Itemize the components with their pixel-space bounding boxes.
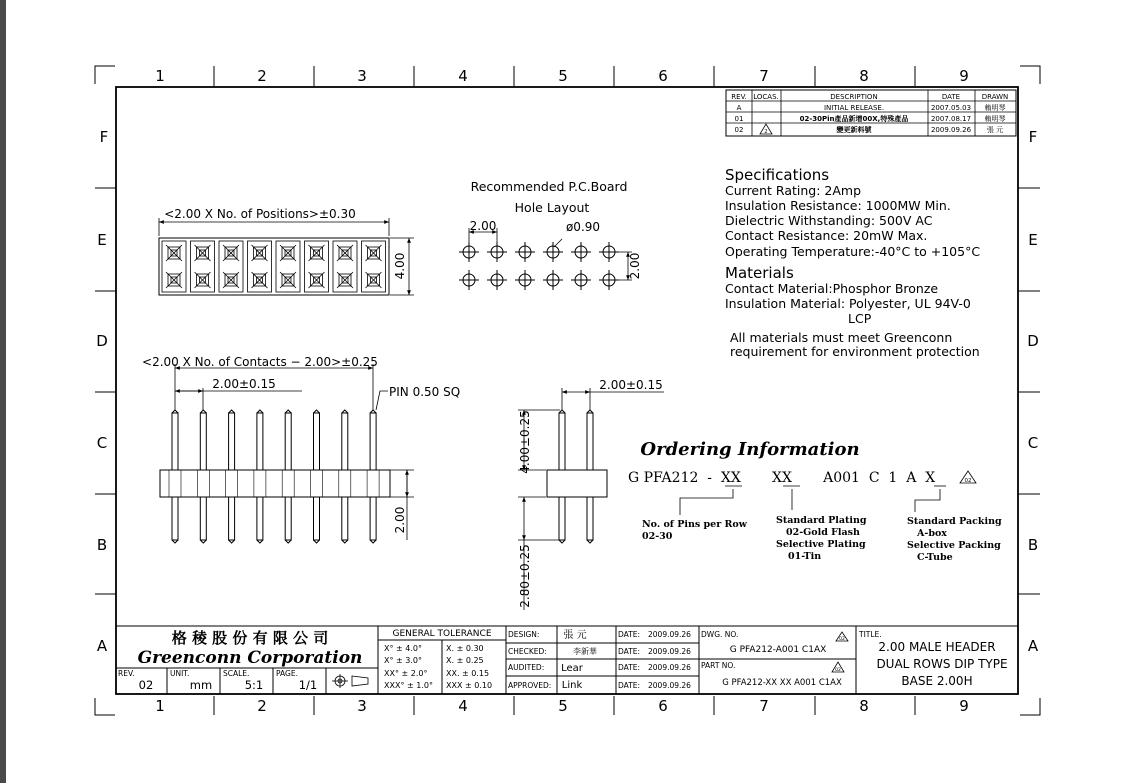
dwg-value: G PFA212-A001 C1AX: [729, 645, 827, 655]
specifications-block: [725, 166, 980, 359]
front-dim-right: 2.00: [393, 506, 407, 534]
front-pin-lower: [257, 497, 263, 540]
zone-letter: C: [1027, 434, 1039, 452]
side-dim-top: 4.00±0.25: [518, 410, 532, 474]
zone-num: 6: [658, 67, 668, 85]
front-dim-total: <2.00 X No. of Contacts − 2.00>±0.25: [142, 355, 378, 369]
front-pin-upper: [200, 413, 206, 470]
rev-cell: 賴明琴: [984, 115, 1006, 123]
date-label: DATE:: [618, 663, 641, 672]
top-view: [159, 207, 414, 295]
top-view-cell: [248, 241, 272, 292]
front-pin-upper: [172, 413, 178, 470]
zone-num: 9: [959, 67, 969, 85]
material-line: All materials must meet Greenconn: [730, 330, 953, 345]
company-name-en: Greenconn Corporation: [137, 648, 363, 668]
unit-value: mm: [189, 678, 213, 692]
front-view: [142, 355, 460, 543]
zone-letter: D: [96, 332, 108, 350]
rev-header: LOCAS.: [753, 93, 779, 101]
checked-value: 李新華: [573, 647, 597, 656]
front-pin-lower: [200, 497, 206, 540]
approved-label: APPROVED:: [508, 681, 552, 690]
zone-num: 2: [257, 697, 267, 715]
pcb-hole-layout: [459, 179, 642, 290]
design-label: DESIGN:: [508, 630, 540, 639]
rev-label: REV.: [118, 669, 135, 678]
zone-num: 1: [155, 67, 165, 85]
ordering-note-plating: 02-Gold Flash: [786, 527, 860, 538]
top-dim-height: 4.00: [393, 252, 407, 280]
rev-header: REV.: [731, 93, 747, 101]
spec-line: Contact Resistance: 20mW Max.: [725, 228, 928, 243]
top-view-cell: [333, 241, 357, 292]
spec-line: Insulation Resistance: 1000MW Min.: [725, 198, 951, 213]
ordering-note-pins: 02-30: [642, 531, 673, 542]
ordering-note-plating: 01-Tin: [788, 551, 822, 562]
date-value: 2009.09.26: [648, 647, 691, 656]
rev-header: DESCRIPTION: [830, 93, 878, 101]
zone-letter: F: [1028, 128, 1038, 146]
zone-letter: A: [96, 637, 108, 655]
rev-cell: 2007.08.17: [930, 115, 972, 123]
front-pin-upper: [370, 413, 376, 470]
top-view-cell: [219, 241, 243, 292]
date-label: DATE:: [618, 681, 641, 690]
zone-letter: F: [99, 128, 109, 146]
zone-num: 5: [558, 697, 568, 715]
rev-cell: 變更新料號: [836, 126, 872, 134]
ordering-rev-mark: 02: [964, 478, 972, 484]
tolerance-linear: X. ± 0.25: [446, 656, 484, 665]
zone-num: 8: [859, 67, 869, 85]
date-value: 2009.09.26: [648, 630, 691, 639]
tolerance-linear: X. ± 0.30: [446, 644, 484, 653]
spec-line: Current Rating: 2Amp: [725, 183, 862, 198]
title-line: BASE 2.00H: [901, 674, 973, 688]
material-line: Contact Material:Phosphor Bronze: [725, 281, 939, 296]
title-line: DUAL ROWS DIP TYPE: [876, 657, 1008, 671]
front-pin-lower: [285, 497, 291, 540]
front-pin-upper: [314, 413, 320, 470]
pcb-title: Recommended P.C.Board: [470, 179, 628, 194]
date-label: DATE:: [618, 647, 641, 656]
tolerance-angle: XX° ± 2.0°: [384, 669, 428, 678]
rev-cell: 賴明琴: [984, 104, 1006, 112]
side-view: [518, 378, 664, 610]
rev-cell: 01: [734, 115, 744, 123]
front-pin-upper: [229, 413, 235, 470]
tolerance-angle: X° ± 3.0°: [384, 656, 422, 665]
spec-line: Dielectric Withstanding: 500V AC: [725, 213, 933, 228]
zone-letter: A: [1027, 637, 1039, 655]
spec-line: Operating Temperature:-40°C to +105°C: [725, 244, 981, 259]
zone-letter: E: [1028, 231, 1038, 249]
pin-label: PIN 0.50 SQ: [389, 385, 461, 399]
pcb-title: Hole Layout: [514, 200, 590, 215]
front-pin-lower: [314, 497, 320, 540]
rev-value: 02: [138, 678, 154, 692]
ordering-note-packing: Standard Packing: [907, 516, 1002, 527]
front-pin-lower: [172, 497, 178, 540]
top-view-cell: [305, 241, 329, 292]
part-label: PART NO.: [701, 661, 736, 670]
ordering-note-packing: A-box: [917, 528, 947, 539]
rev-header: DRAWN: [981, 93, 1009, 101]
zone-letter: D: [1027, 332, 1039, 350]
zone-num: 4: [458, 67, 468, 85]
zone-num: 7: [759, 67, 769, 85]
zone-letter: B: [1027, 536, 1039, 554]
pcb-dim-row: 2.00: [628, 252, 642, 280]
title-label: TITLE.: [859, 630, 882, 639]
rev-cell: A: [736, 104, 742, 112]
projection-symbol-icon: [332, 674, 368, 688]
zone-num: 2: [257, 67, 267, 85]
ordering-note-packing: C-Tube: [917, 552, 953, 563]
rev-cell: 2007.05.03: [930, 104, 972, 112]
side-dim-pitch: 2.00±0.15: [599, 378, 663, 392]
zone-num: 4: [458, 697, 468, 715]
design-value: 張 元: [563, 630, 587, 641]
part-value: G PFA212-XX XX A001 C1AX: [722, 678, 842, 688]
zone-letter: C: [96, 434, 108, 452]
rev-cell: 02-30Pin產品新增00X,特殊產品: [799, 115, 909, 123]
rev-cell: 張 元: [986, 126, 1004, 134]
audited-value: Lear: [561, 663, 583, 674]
spec-heading: Specifications: [725, 166, 830, 184]
approved-value: Link: [561, 680, 583, 691]
rev-header: DATE: [941, 93, 961, 101]
side-dim-bottom: 2.80±0.25: [518, 544, 532, 608]
material-line: LCP: [848, 311, 872, 326]
zone-letter: B: [96, 536, 108, 554]
date-value: 2009.09.26: [648, 681, 691, 690]
tolerance-title: GENERAL TOLERANCE: [392, 629, 492, 639]
zone-num: 3: [357, 697, 367, 715]
rev-cell: 2009.09.26: [930, 126, 972, 134]
date-label: DATE:: [618, 630, 641, 639]
front-pin-lower: [342, 497, 348, 540]
scale-label: SCALE.: [223, 669, 250, 678]
tolerance-linear: XXX ± 0.10: [446, 681, 493, 690]
ordering-title: Ordering Information: [640, 439, 860, 460]
revision-table: [726, 90, 1016, 136]
top-dim-length: <2.00 X No. of Positions>±0.30: [164, 207, 356, 221]
front-pin-lower: [229, 497, 235, 540]
page-value: 1/1: [298, 678, 318, 692]
ordering-note-plating: Selective Plating: [776, 539, 866, 550]
audited-label: AUDITED:: [508, 663, 545, 672]
top-view-cell: [276, 241, 300, 292]
checked-label: CHECKED:: [508, 647, 547, 656]
front-dim-pitch: 2.00±0.15: [212, 377, 276, 391]
zone-num: 5: [558, 67, 568, 85]
top-view-cell: [162, 241, 186, 292]
ordering-note-packing: Selective Packing: [907, 540, 1001, 551]
zone-num: 3: [357, 67, 367, 85]
top-view-cell: [362, 241, 386, 292]
title-block: [116, 626, 1018, 694]
title-rev-mark: 02: [835, 668, 841, 673]
materials-heading: Materials: [725, 264, 794, 282]
dwg-label: DWG. NO.: [701, 630, 739, 639]
front-pin-upper: [285, 413, 291, 470]
pcb-dim-pitch: 2.00: [469, 219, 497, 233]
rev-cell: 2: [764, 129, 768, 135]
date-value: 2009.09.26: [648, 663, 691, 672]
tolerance-angle: X° ± 4.0°: [384, 644, 422, 653]
material-line: Insulation Material: Polyester, UL 94V-0: [725, 296, 971, 311]
ordering-note-pins: No. of Pins per Row: [642, 519, 747, 530]
title-line: 2.00 MALE HEADER: [878, 640, 996, 654]
tolerance-angle: XXX° ± 1.0°: [384, 681, 433, 690]
ordering-note-plating: Standard Plating: [776, 515, 867, 526]
scale-value: 5:1: [244, 678, 264, 692]
zone-num: 9: [959, 697, 969, 715]
page-label: PAGE.: [276, 669, 298, 678]
zone-num: 1: [155, 697, 165, 715]
company-name-cn: 格 稜 股 份 有 限 公 司: [171, 629, 329, 647]
front-pin-upper: [257, 413, 263, 470]
zone-num: 6: [658, 697, 668, 715]
front-pin-lower: [370, 497, 376, 540]
rev-cell: 02: [734, 126, 744, 134]
pcb-dim-hole: ø0.90: [565, 220, 601, 234]
zone-num: 8: [859, 697, 869, 715]
unit-label: UNIT.: [170, 669, 190, 678]
top-view-cell: [191, 241, 215, 292]
front-pin-upper: [342, 413, 348, 470]
rev-cell: INITIAL RELEASE.: [823, 104, 885, 112]
zone-num: 7: [759, 697, 769, 715]
ordering-information: [628, 439, 1002, 563]
title-rev-mark: 02: [839, 637, 845, 642]
zone-letter: E: [97, 231, 107, 249]
ordering-code: G PFA212 - XX XX A001 C 1 A X: [628, 470, 936, 486]
material-line: requirement for environment protection: [730, 344, 980, 359]
tolerance-linear: XX. ± 0.15: [446, 669, 490, 678]
